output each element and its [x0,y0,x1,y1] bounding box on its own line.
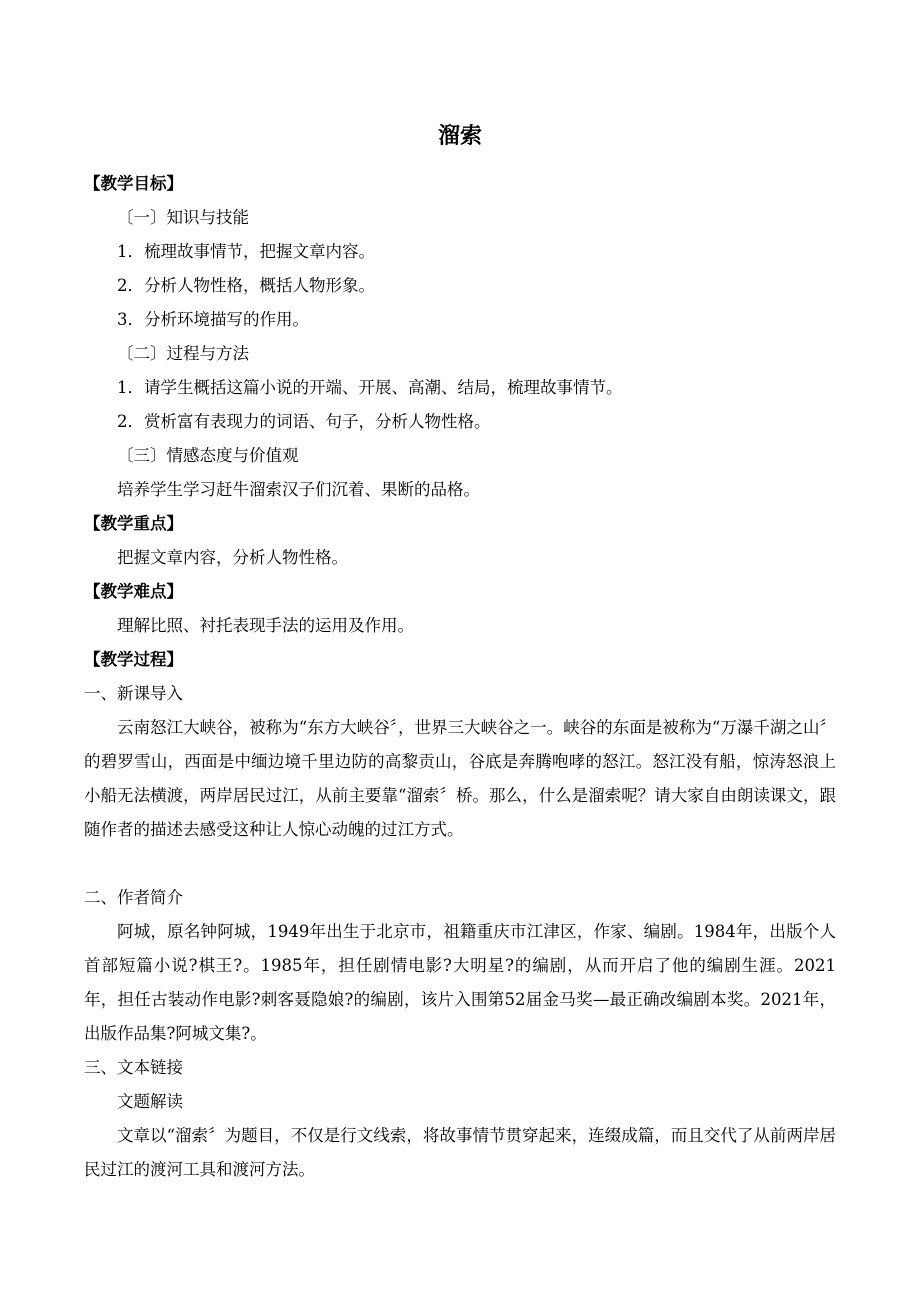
section-text-intro: 云南怒江大峡谷，被称为“东方大峡谷〞，世界三大峡谷之一。峡谷的东面是被称为“万瀑千湖之山〞的碧罗雪山，西面是中缅边境千里边防的高黎贡山，谷底是奔腾咆哮的怒江。怒江没有船，惊涛怒浪上小船无法横渡，两岸居民过江，从前主要靠“溜索〞桥。那么，什么是溜索呢？请大家自由朗读课文，跟随作者的描述去感受这种让人惊心动魄的过江方式。 [84,718,836,839]
key-points-text: 把握文章内容，分析人物性格。 [117,548,348,567]
objectives-subheading-3: 〔三〕情感态度与价值观 [117,446,299,465]
process-heading: 【教学过程】 [84,650,183,669]
section-text-author: 阿城，原名钟阿城，1949年出生于北京市，祖籍重庆市江津区，作家、编剧。1984年，出版个人首部短篇小说?棋王?。1985年，担任剧情电影?大明星?的编剧，从而开启了他的编剧生涯。2021 年，担任古装动作电影?刺客聂隐娘?的编剧，该片入围第52届金马奖—最正确改编剧本奖。2021年，出版作品集?阿城文集?。 [84,922,853,1043]
key-points-heading: 【教学重点】 [84,514,183,533]
objectives-text: 培养学生学习赶牛溜索汉子们沉着、果断的品格。 [117,480,480,499]
section-title-intro: 一、新课导入 [84,684,183,703]
objectives-item: 2．赏析富有表现力的词语、句子，分析人物性格。 [117,412,491,431]
section-text-title-reading: 文章以“溜索〞为题目，不仅是行文线索，将故事情节贯穿起来，连缀成篇，而且交代了从前两岸居民过江的渡河工具和渡河方法。 [84,1126,836,1179]
objectives-subheading-1: 〔一〕知识与技能 [117,208,249,227]
difficulties-heading: 【教学难点】 [84,582,183,601]
objectives-heading: 【教学目标】 [84,174,183,193]
objectives-subheading-2: 〔二〕过程与方法 [117,344,249,363]
section-title-author: 二、作者简介 [84,888,183,907]
objectives-item: 2．分析人物性格，概括人物形象。 [117,276,375,295]
section-subtitle-title-reading: 文题解读 [117,1092,183,1111]
objectives-item: 3．分析环境描写的作用。 [117,310,309,329]
objectives-item: 1．请学生概括这篇小说的开端、开展、高潮、结局，梳理故事情节。 [117,378,623,397]
difficulties-text: 理解比照、衬托表现手法的运用及作用。 [117,616,414,635]
document-title: 溜索 [437,124,482,149]
section-title-text-link: 三、文本链接 [84,1058,183,1077]
objectives-item: 1．梳理故事情节，把握文章内容。 [117,242,375,261]
